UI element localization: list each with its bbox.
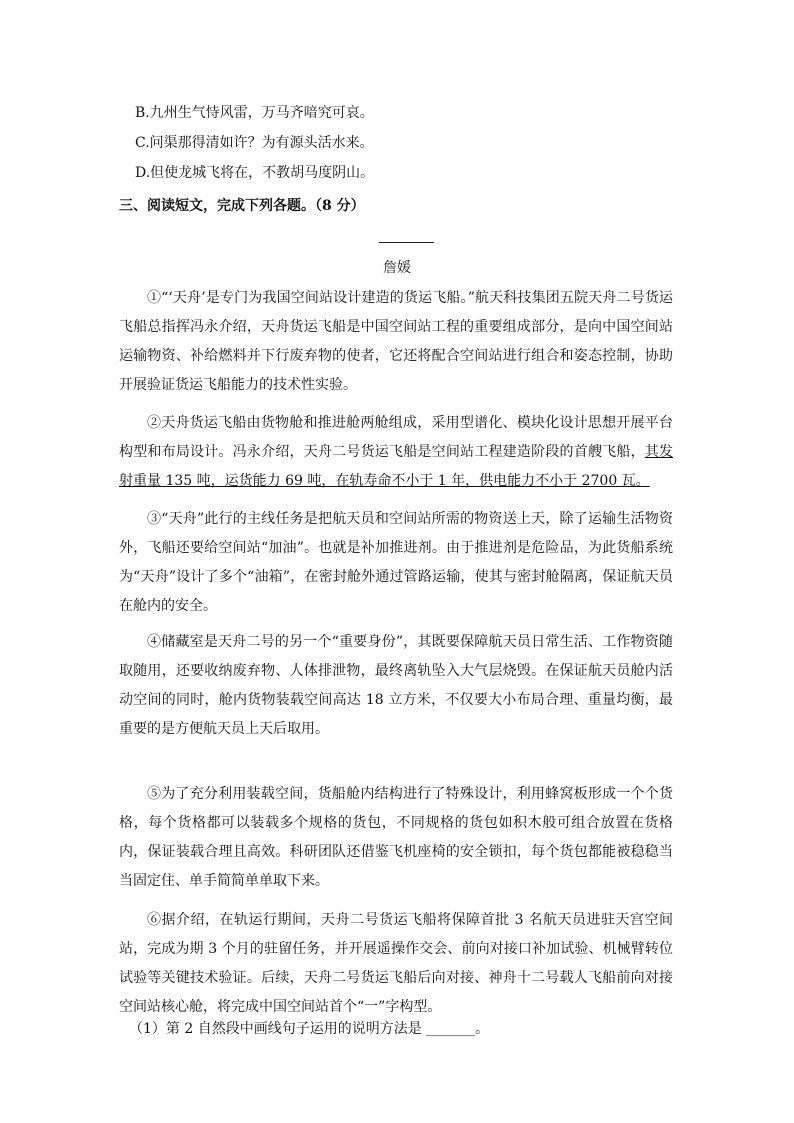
section-heading: 三、阅读短文，完成下列各题。（8 分）: [119, 198, 365, 214]
paragraph-2: [119, 409, 673, 496]
option-d: D.但使龙城飞将在，不教胡马度阴山。: [135, 165, 375, 181]
option-b: B.九州生气恃风雷，万马齐喑究可哀。: [135, 105, 374, 121]
paragraph-3: ③“天舟”此行的主线任务是把航天员和空间站所需的物资送上天，除了运输生活物资外，飞船还要给空间站“加油”。也就是补加推进剂。由于推进剂是危险品，为此货船系统为“天舟”设计了多个“油箱”，在密封舱外通过管路运输，使其与密封舱隔离，保证航天员在舱内的安全。: [119, 511, 673, 614]
paragraph-1: ①“‘天舟’是专门为我国空间站设计建造的货运飞船。”航天科技集团五院天舟二号货运飞船总指挥冯永介绍，天舟货运飞船是中国空间站工程的重要组成部分，是向中国空间站运输物资、补给燃料并下行废弃物的使者，它还将配合空间站进行组合和姿态控制，协助开展验证货运飞船能力的技术性实验。: [119, 290, 673, 393]
option-c: C.问渠那得清如许？为有源头活水来。: [135, 135, 374, 151]
underlined-sentence: 其发射重量 135 吨，运货能力 69 吨，在轨寿命不小于 1 年，供电能力不小于 2700 瓦。: [119, 444, 674, 489]
question-1: （1）第 2 自然段中画线句子运用的说明方法是 _______。: [129, 1021, 490, 1037]
paragraph-2-text: ②天舟货运飞船由货物舱和推进舱两舱组成，采用型谱化、模块化设计思想开展平台构型和布局设计。冯永介绍，天舟二号货运飞船是空间站工程建造阶段的首艘飞船，: [119, 415, 673, 460]
title-rule: [379, 242, 434, 243]
paragraph-5: ⑤为了充分利用装载空间，货船舱内结构进行了特殊设计，利用蜂窝板形成一个个货格，每个货格都可以装载多个规格的货包，不同规格的货包如积木般可组合放置在货格内，保证装载合理且高效。科研团队还借鉴飞机座椅的安全锁扣，每个货包都能被稳稳当当固定住、单手简简单单取下来。: [119, 786, 673, 889]
paragraph-6: ⑥据介绍，在轨运行期间，天舟二号货运飞船将保障首批 3 名航天员进驻天宫空间站，完成为期 3 个月的驻留任务，并开展遥操作交会、前向对接口补加试验、机械臂转位试验等关键技术验证。后续，天舟二号货运飞船后向对接、神舟十二号载人飞船前向对接空间站核心舱，将完成中国空间站首个“一”字构型。: [119, 912, 673, 1015]
paragraph-4: ④储藏室是天舟二号的另一个“重要身份”，其既要保障航天员日常生活、工作物资随取随用，还要收纳废弃物、人体排泄物，最终离轨坠入大气层烧毁。在保证航天员舱内活动空间的同时，舱内货物装载空间高达 18 立方米，不仅要大小布局合理、重量均衡，最重要的是方便航天员上天后取用。: [119, 634, 673, 737]
passage-author: 詹媛: [383, 260, 411, 276]
